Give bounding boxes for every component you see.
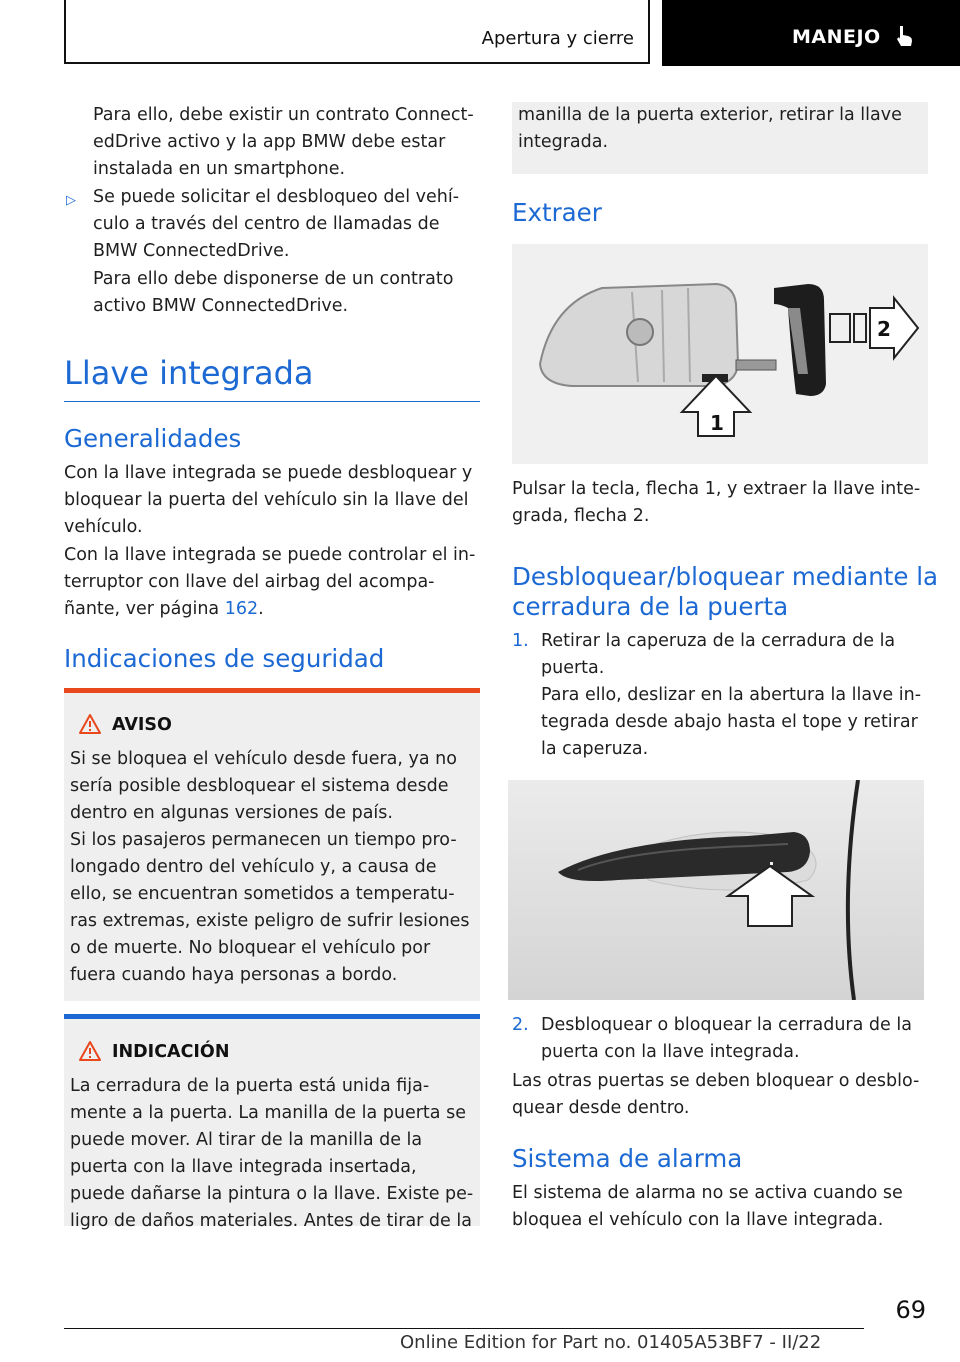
footer-edition: Online Edition for Part no. 01405A53BF7 - II/22	[400, 1332, 822, 1353]
notice-bar	[64, 1014, 480, 1019]
door-handle-illustration	[508, 780, 924, 1000]
figure-door-handle	[508, 780, 924, 1000]
heading-seguridad: Indicaciones de seguridad	[64, 644, 385, 673]
extraer-paragraph: Pulsar la tecla, flecha 1, y extraer la llave inte- grada, flecha 2.	[512, 479, 921, 526]
notice-triangle-icon	[78, 1040, 102, 1062]
notice-box	[64, 1014, 480, 1231]
generalidades-paragraph-1: Con la llave integrada se puede desbloquear y bloquear la puerta del vehículo sin la llave del vehículo.	[64, 463, 473, 537]
warning-title: AVISO	[112, 715, 172, 735]
generalidades-paragraph-2: Con la llave integrada se puede controlar el in- terruptor con llave del airbag del acompa- ñante, ver página 162.	[64, 545, 476, 619]
section-title: Apertura y cierre	[481, 28, 634, 49]
heading-desbloquear: Desbloquear/bloquear mediante la cerradura de la puerta	[512, 562, 939, 621]
heading-llave-integrada: Llave integrada	[64, 354, 314, 392]
arrow-1-label: 1	[710, 411, 724, 435]
notice-continuation-text: manilla de la puerta exterior, retirar la llave integrada.	[518, 105, 902, 152]
page-reference-link[interactable]: 162	[224, 599, 259, 619]
heading-rule	[64, 401, 480, 402]
key-illustration	[512, 244, 928, 464]
step-2-number: 2.	[512, 1015, 529, 1035]
otras-puertas-paragraph: Las otras puertas se deben bloquear o desblo- quear desde dentro.	[512, 1071, 920, 1118]
bullet-sub-paragraph: Para ello debe disponerse de un contrato activo BMW ConnectedDrive.	[93, 269, 454, 316]
chapter-label: MANEJO	[792, 26, 881, 48]
notice-paragraph: La cerradura de la puerta está unida fija- mente a la puerta. La manilla de la puerta se puede mover. Al tirar de la manilla de la puerta con la llave integrada insertada, puede dañarse la pintura o la llave. Existe pe- ligro de daños materiales. Antes de tirar de la	[70, 1076, 474, 1231]
bullet-item: Se puede solicitar el desbloqueo del vehí- culo a través del centro de llamadas de BMW ConnectedDrive.	[93, 187, 460, 261]
alarma-paragraph: El sistema de alarma no se activa cuando se bloquea el vehículo con la llave integrada.	[512, 1183, 903, 1230]
heading-generalidades: Generalidades	[64, 424, 242, 453]
warning-triangle-icon	[78, 713, 102, 735]
steering-hand-icon	[894, 24, 916, 48]
heading-sistema-alarma: Sistema de alarma	[512, 1144, 743, 1173]
warning-box	[64, 688, 480, 1001]
chapter-tab[interactable]	[662, 0, 960, 66]
warning-bar	[64, 688, 480, 693]
notice-title: INDICACIÓN	[112, 1042, 230, 1062]
arrow-2-label: 2	[877, 317, 891, 341]
warning-paragraph-1: Si se bloquea el vehículo desde fuera, ya no sería posible desbloquear el sistema desde dentro en algunas versiones de país.	[70, 749, 457, 823]
page-number: 69	[895, 1296, 926, 1324]
bullet-arrow-icon: ▷	[66, 193, 76, 208]
warning-paragraph-2: Si los pasajeros permanecen un tiempo pro- longado dentro del vehículo y, a causa de ello, se encuentran sometidos a temperatu- ras extremas, existe peligro de sufrir lesiones o de muerte. No bloquear el vehículo por fuera cuando haya personas a bordo.	[70, 830, 470, 985]
step-1-sub-text: Para ello, deslizar en la abertura la llave in- tegrada desde abajo hasta el tope y retirar la caperuza.	[541, 685, 922, 759]
footer-rule	[64, 1328, 864, 1329]
header-section-box	[64, 0, 650, 64]
heading-extraer: Extraer	[512, 198, 602, 227]
step-2-text: Desbloquear o bloquear la cerradura de la puerta con la llave integrada.	[541, 1015, 912, 1062]
notice-continuation-box	[512, 102, 928, 174]
figure-key-extraction	[512, 244, 928, 464]
step-1-text: Retirar la caperuza de la cerradura de la puerta.	[541, 631, 896, 678]
step-1-number: 1.	[512, 631, 529, 651]
intro-paragraph: Para ello, debe existir un contrato Connect- edDrive activo y la app BMW debe estar instalada en un smartphone.	[93, 105, 474, 179]
